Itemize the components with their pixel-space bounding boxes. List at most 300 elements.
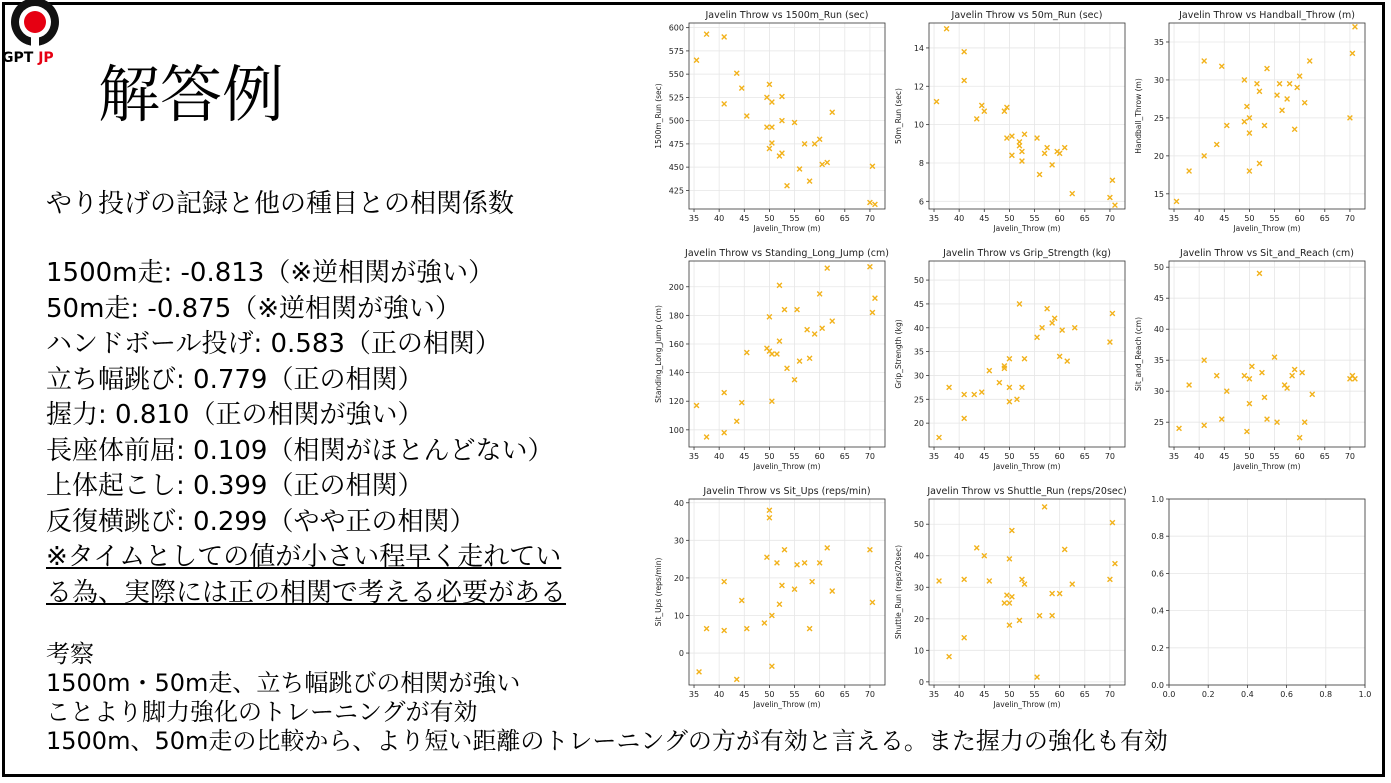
y-tick-label: 10 [673,611,684,621]
y-tick-label: 120 [668,397,684,407]
scatter-point [744,114,749,119]
scatter-point [1050,321,1055,326]
scatter-point [1353,376,1358,381]
scatter-point [770,125,775,130]
x-tick-label: 35 [688,214,700,223]
scatter-point [1070,191,1075,196]
scatter-point [1275,93,1280,98]
scatter-point [1292,367,1297,372]
scatter-point [807,626,812,631]
scatter-point [1202,423,1207,428]
scatter-point [807,356,812,361]
x-axis-label: Javelin_Throw (m) [993,700,1061,709]
scatter-point [974,116,979,121]
y-tick-label: 0.4 [1151,606,1164,616]
scatter-point [934,99,939,104]
scatter-point [1280,108,1285,113]
x-tick-label: 60 [1294,452,1305,461]
scatter-plot-grid [645,6,1375,726]
x-tick-label: 55 [789,214,800,223]
logo-text: GPT JP [2,50,54,66]
x-tick-label: 40 [714,214,725,223]
scatter-point [972,392,977,397]
scatter-point [1255,81,1260,86]
note-line: る為、実際には正の相関で考える必要がある [46,577,567,608]
scatter-point [937,579,942,584]
scatter-point [775,560,780,565]
y-tick-label: 450 [668,163,684,173]
scatter-point [770,141,775,146]
plot-frame [929,499,1125,685]
x-axis-label: Javelin_Throw (m) [753,700,821,709]
scatter-point [962,577,967,582]
x-tick-label: 55 [1269,452,1280,461]
y-tick-label: 0 [678,649,684,659]
scatter-point [1202,59,1207,64]
correlation-item: ハンドボール投げ: 0.583（正の相関） [46,329,501,359]
x-axis-label: Javelin_Throw (m) [1233,462,1301,471]
scatter-point [1050,591,1055,596]
scatter-point [1113,561,1118,566]
scatter-point [1277,81,1282,86]
correlation-list [46,256,566,611]
y-tick-label: 600 [668,23,684,33]
y-tick-label: 500 [668,116,684,126]
scatter-point [1285,386,1290,391]
scatter-point [739,86,744,91]
y-tick-label: 25 [1153,113,1164,123]
scatter-point [1295,85,1300,90]
x-tick-label: 35 [688,690,700,699]
y-tick-label: 35 [913,347,924,357]
scatter-point [947,654,952,659]
x-tick-label: 65 [1319,214,1330,223]
scatter-point [987,579,992,584]
scatter-point [962,635,967,640]
y-axis-label: 50m_Run (sec) [894,88,903,144]
scatter-point [1050,613,1055,618]
note-line: ※タイムとしての値が小さい程早く走れてい [46,542,562,572]
x-tick-label: 35 [928,214,940,223]
y-axis-label: Standing_Long_Jump (cm) [654,305,663,403]
y-tick-label: 35 [1153,356,1164,366]
scatter-point [785,183,790,188]
y-tick-label: 40 [673,498,684,508]
correlation-heading: やり投げの記録と他の種目との相関係数 [46,189,515,219]
y-axis-label: Handball_Throw (m) [1134,78,1143,154]
plot-frame [929,23,1125,209]
scatter-point [734,419,739,424]
x-tick-label: 50 [1244,452,1255,461]
y-tick-label: 35 [1153,37,1164,47]
x-tick-label: 40 [1194,214,1205,223]
y-tick-label: 160 [668,339,684,349]
scatter-point [744,626,749,631]
scatter-point [1257,161,1262,166]
y-tick-label: 30 [1153,75,1164,85]
scatter-point [1045,145,1050,150]
scatter-point [962,49,967,54]
scatter-point [805,327,810,332]
scatter-point [1302,100,1307,105]
discussion-label: 考察 [46,640,94,668]
x-tick-label: 70 [864,214,876,223]
y-tick-label: 30 [673,536,684,546]
y-tick-label: 180 [668,311,684,321]
x-tick-label: 70 [1344,214,1356,223]
correlation-item: 立ち幅跳び: 0.779（正の相関） [46,364,424,395]
scatter-point [1010,594,1015,599]
y-axis-label: Sit_Ups (reps/min) [654,557,663,627]
plot-frame [689,261,885,447]
x-tick-label: 45 [739,452,750,461]
scatter-point [770,664,775,669]
y-tick-label: 45 [913,299,924,309]
y-tick-label: 0.2 [1151,643,1164,653]
correlation-item: 長座体前屈: 0.109（相関がほとんどない） [46,435,554,466]
scatter-point [734,71,739,76]
x-axis-label: Javelin_Throw (m) [993,224,1061,233]
scatter-point [1062,145,1067,150]
x-tick-label: 0.6 [1280,690,1293,699]
x-tick-label: 40 [1194,452,1205,461]
y-tick-label: 50 [913,520,924,530]
scatter-point [1045,306,1050,311]
scatter-point [820,326,825,331]
x-tick-label: 40 [954,452,965,461]
y-tick-label: 50 [913,276,924,286]
scatter-point [1242,119,1247,124]
x-tick-label: 1.0 [1358,690,1372,699]
y-axis-label: Grip_Strength (kg) [894,319,903,389]
chart-title: Javelin Throw vs Sit_and_Reach (cm) [1180,248,1354,259]
scatter-point [830,110,835,115]
chart-title: Javelin Throw vs Handball_Throw (m) [1179,10,1355,21]
chart-title: Javelin Throw vs Standing_Long_Jump (cm) [685,248,889,259]
page-title: 解答例 [98,58,285,131]
plot-frame [1169,499,1365,685]
scatter-point [770,352,775,357]
x-tick-label: 40 [954,690,965,699]
scatter-point [810,579,815,584]
y-tick-label: 550 [668,70,684,80]
scatter-point [1287,81,1292,86]
scatter-point [1010,528,1015,533]
scatter-point [1257,89,1262,94]
x-axis-label: Javelin_Throw (m) [753,462,821,471]
x-tick-label: 60 [814,452,825,461]
x-tick-label: 70 [1104,690,1116,699]
scatter-point [1060,328,1065,333]
scatter-point [1224,123,1229,128]
scatter-point [870,310,875,315]
x-tick-label: 55 [1029,690,1040,699]
x-tick-label: 50 [764,452,775,461]
x-tick-label: 35 [928,452,940,461]
chart-title: Javelin Throw vs Grip_Strength (kg) [943,248,1111,259]
x-tick-label: 35 [688,452,700,461]
scatter-point [785,366,790,371]
y-tick-label: 14 [913,43,924,53]
x-tick-label: 45 [739,214,750,223]
x-tick-label: 55 [1029,452,1040,461]
scatter-point [1110,311,1115,316]
scatter-point [1285,97,1290,102]
scatter-point [1350,51,1355,56]
scatter-point [1265,66,1270,71]
discussion-line: ことより脚力強化のトレーニングが有効 [46,698,478,726]
y-tick-label: 40 [913,551,924,561]
scatter-point [1113,203,1118,208]
scatter-point [870,600,875,605]
scatter-point [762,621,767,626]
y-tick-label: 200 [668,282,684,292]
scatter-point [1020,385,1025,390]
scatter-point [722,628,727,633]
scatter-point [1110,178,1115,183]
chart-title: Javelin Throw vs 1500m_Run (sec) [705,10,869,21]
scatter-point [782,547,787,552]
scatter-point [1214,373,1219,378]
scatter-point [1010,134,1015,139]
x-tick-label: 0.0 [1162,690,1176,699]
correlation-item: 1500m走: -0.813（※逆相関が強い） [46,258,495,288]
scatter-point [1065,359,1070,364]
x-tick-label: 70 [1104,214,1116,223]
scatter-point [1037,172,1042,177]
x-tick-label: 65 [1319,452,1330,461]
x-tick-label: 70 [864,690,876,699]
x-tick-label: 70 [1344,452,1356,461]
scatter-point [722,390,727,395]
y-tick-label: 40 [1153,325,1164,335]
y-axis-label: 1500m_Run (sec) [654,83,663,149]
scatter-point [744,350,749,355]
scatter-point [1290,373,1295,378]
scatter-point [722,430,727,435]
scatter-point [722,102,727,107]
scatter-point [937,435,942,440]
y-tick-label: 20 [1153,151,1164,161]
x-tick-label: 60 [1054,690,1065,699]
scatter-point [807,179,812,184]
scatter-point [1035,675,1040,680]
scatter-point [722,35,727,40]
scatter-point [1004,136,1009,141]
scatter-point [1035,136,1040,141]
x-tick-label: 65 [1079,452,1090,461]
scatter-point [1244,429,1249,434]
y-tick-label: 0.0 [1151,681,1164,690]
y-tick-label: 40 [913,323,924,333]
y-tick-label: 100 [668,425,684,435]
x-tick-label: 45 [1219,214,1230,223]
scatter-point [1062,547,1067,552]
scatter-point [962,392,967,397]
scatter-point [770,100,775,105]
correlation-item: 反復横跳び: 0.299（やや正の相関） [46,506,476,537]
y-tick-label: 30 [1153,387,1164,397]
y-tick-label: 1.0 [1151,495,1164,504]
scatter-point [697,669,702,674]
y-tick-label: 12 [913,82,924,92]
scatter-point [1070,582,1075,587]
scatter-point [1052,316,1057,321]
x-tick-label: 45 [979,690,990,699]
x-tick-label: 50 [1244,214,1255,223]
scatter-point [1022,132,1027,137]
x-tick-label: 0.2 [1201,690,1215,699]
scatter-point [1010,153,1015,158]
scatter-point [987,368,992,373]
y-tick-label: 0 [918,677,924,687]
x-tick-label: 60 [814,690,825,699]
x-tick-label: 0.8 [1319,690,1333,699]
scatter-point [1219,417,1224,422]
y-tick-label: 30 [913,583,924,593]
scatter-point [1260,370,1265,375]
x-tick-label: 55 [1269,214,1280,223]
x-tick-label: 65 [1079,214,1090,223]
x-axis-label: Javelin_Throw (m) [753,224,821,233]
scatter-point [1292,127,1297,132]
scatter-point [1242,373,1247,378]
scatter-point [704,435,709,440]
y-tick-label: 10 [913,120,924,130]
scatter-point [1177,426,1182,431]
y-axis-label: Sit_and_Reach (cm) [1134,316,1143,392]
y-tick-label: 0.8 [1151,532,1164,542]
y-tick-label: 8 [918,158,924,168]
scatter-point [947,385,952,390]
x-tick-label: 65 [839,214,850,223]
scatter-point [997,380,1002,385]
x-tick-label: 70 [1104,452,1116,461]
scatter-point [734,677,739,682]
scatter-point [1042,504,1047,509]
y-axis-label: Shuttle_Run (reps/20sec) [894,544,903,640]
scatter-point [1022,582,1027,587]
x-tick-label: 55 [789,690,800,699]
x-tick-label: 40 [714,690,725,699]
scatter-point [979,390,984,395]
scatter-point [694,58,699,63]
scatter-point [812,332,817,337]
scatter-point [1020,577,1025,582]
correlation-item: 50m走: -0.875（※逆相関が強い） [46,293,462,324]
scatter-point [820,162,825,167]
scatter-point [704,626,709,631]
x-axis-label: Javelin_Throw (m) [993,462,1061,471]
y-tick-label: 15 [1153,189,1164,199]
scatter-point [764,555,769,560]
scatter-point [777,602,782,607]
x-tick-label: 45 [979,214,990,223]
scatter-point [873,202,878,207]
charts-svg [645,6,1375,726]
x-tick-label: 65 [839,690,850,699]
scatter-point [1174,199,1179,204]
x-tick-label: 35 [928,690,940,699]
scatter-point [979,103,984,108]
scatter-point [802,560,807,565]
y-tick-label: 50 [1153,263,1164,273]
plot-frame [1169,23,1365,209]
scatter-point [1042,151,1047,156]
scatter-point [1250,364,1255,369]
x-tick-label: 60 [1294,214,1305,223]
y-tick-label: 20 [673,573,684,583]
scatter-point [1310,392,1315,397]
scatter-point [1017,143,1022,148]
scatter-point [775,352,780,357]
x-tick-label: 50 [764,214,775,223]
scatter-point [764,125,769,130]
y-tick-label: 475 [668,139,684,149]
scatter-point [1262,395,1267,400]
scatter-point [825,545,830,550]
correlation-item: 上体起こし: 0.399（正の相関） [46,471,424,501]
x-tick-label: 65 [839,452,850,461]
x-tick-label: 40 [714,452,725,461]
scatter-point [694,403,699,408]
scatter-point [795,562,800,567]
scatter-point [1300,370,1305,375]
scatter-point [1002,601,1007,606]
scatter-point [1257,271,1262,276]
scatter-point [1004,593,1009,598]
scatter-point [722,579,727,584]
scatter-point [795,307,800,312]
scatter-point [739,598,744,603]
scatter-point [1265,417,1270,422]
x-tick-label: 50 [1004,452,1015,461]
plot-frame [689,499,885,685]
x-tick-label: 60 [814,214,825,223]
scatter-point [1214,142,1219,147]
chart-title: Javelin Throw vs 50m_Run (sec) [951,10,1103,21]
x-tick-label: 45 [1219,452,1230,461]
y-tick-label: 10 [913,646,924,656]
scatter-point [780,151,785,156]
scatter-point [780,583,785,588]
x-tick-label: 35 [1168,452,1180,461]
y-tick-label: 425 [668,186,684,196]
scatter-point [962,416,967,421]
x-tick-label: 50 [1004,690,1015,699]
scatter-point [1035,335,1040,340]
scatter-point [1262,123,1267,128]
scatter-point [974,545,979,550]
x-axis-label: Javelin_Throw (m) [1233,224,1301,233]
y-tick-label: 20 [913,614,924,624]
x-tick-label: 50 [764,690,775,699]
x-tick-label: 45 [979,452,990,461]
x-tick-label: 70 [864,452,876,461]
scatter-point [1022,356,1027,361]
chart-title: Javelin Throw vs Shuttle_Run (reps/20sec) [927,486,1127,497]
scatter-point [782,307,787,312]
scatter-point [704,32,709,37]
x-tick-label: 0.4 [1241,690,1254,699]
scatter-point [1187,383,1192,388]
scatter-point [830,589,835,594]
scatter-point [1244,104,1249,109]
y-tick-label: 20 [913,419,924,429]
scatter-point [797,359,802,364]
scatter-point [1020,149,1025,154]
x-tick-label: 55 [1029,214,1040,223]
